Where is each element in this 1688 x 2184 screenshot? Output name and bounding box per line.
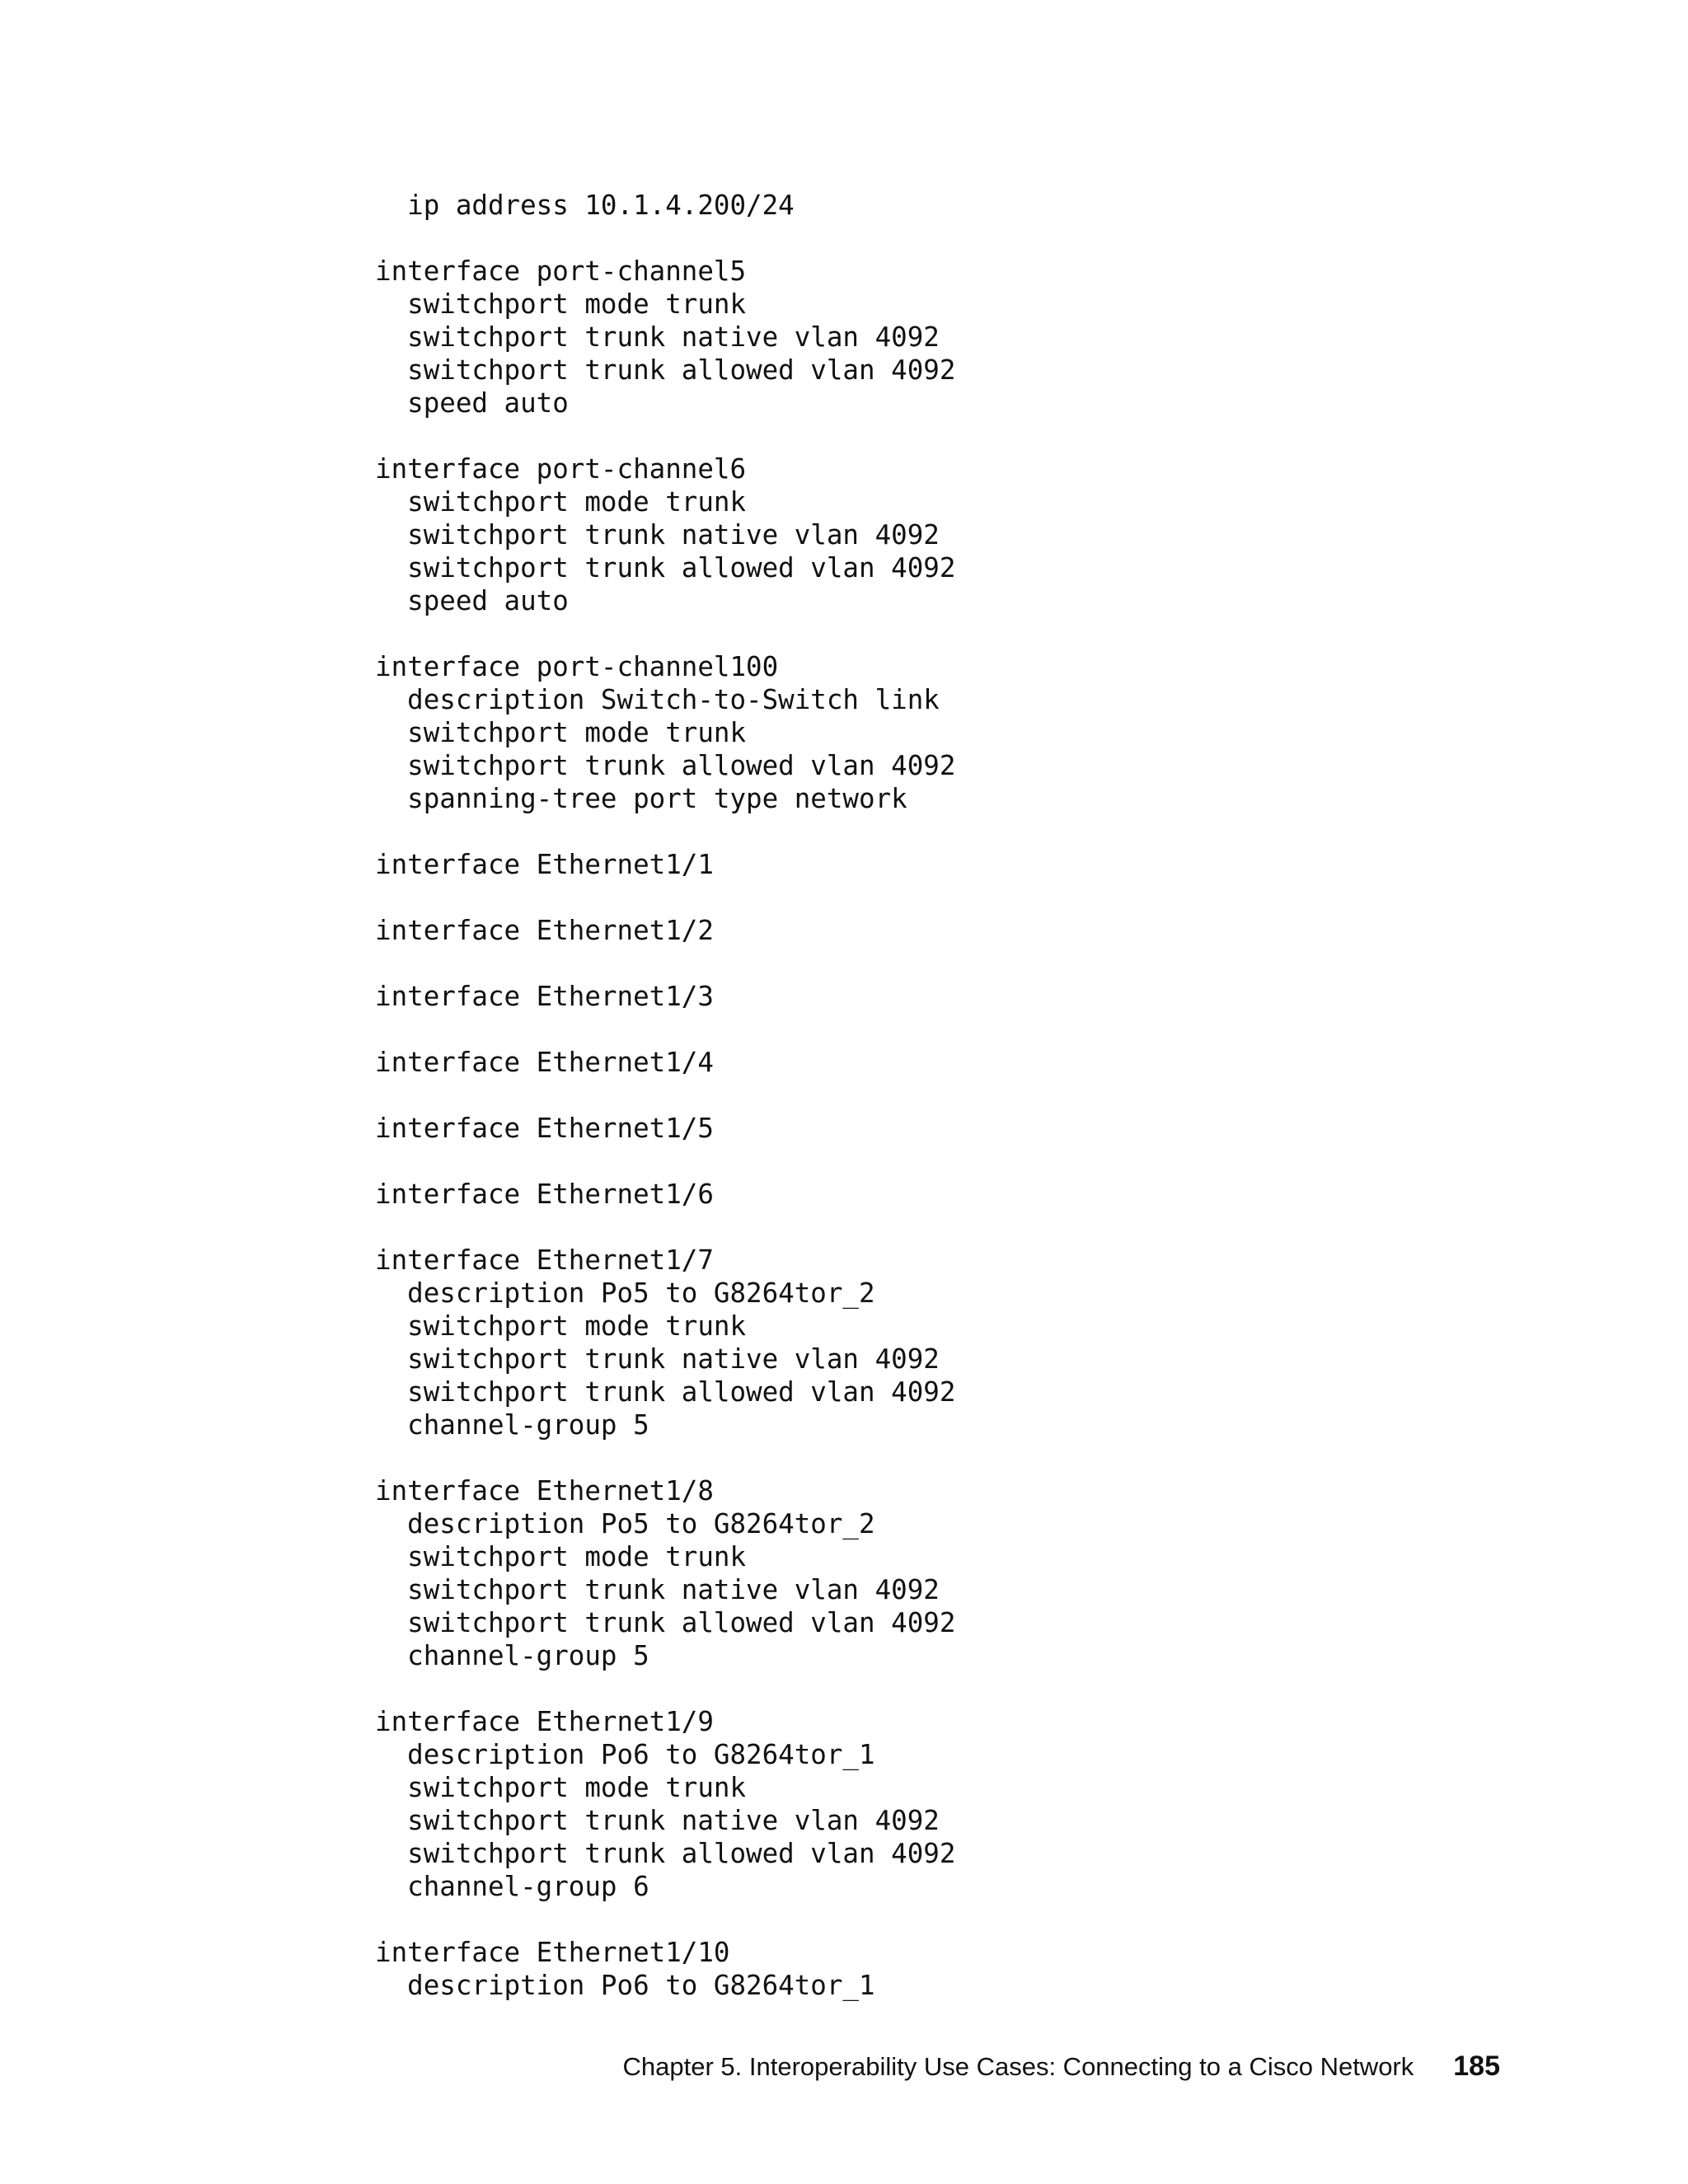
code-line: interface Ethernet1/10: [375, 1937, 730, 1968]
code-line: [375, 1903, 955, 1936]
code-line: speed auto: [375, 387, 569, 419]
code-line: interface Ethernet1/5: [375, 1113, 714, 1144]
code-line: interface port-channel5: [375, 255, 747, 287]
code-line: ip address 10.1.4.200/24: [375, 190, 795, 221]
code-line: speed auto: [375, 585, 569, 616]
code-line: switchport trunk native vlan 4092: [375, 519, 940, 551]
code-line: [375, 419, 955, 452]
code-line: switchport trunk allowed vlan 4092: [375, 354, 956, 386]
code-line: switchport trunk allowed vlan 4092: [375, 1607, 956, 1638]
code-line: [375, 1672, 955, 1705]
code-line: interface Ethernet1/1: [375, 849, 714, 880]
code-line: switchport mode trunk: [375, 717, 747, 748]
code-line: description Switch-to-Switch link: [375, 684, 940, 715]
code-line: [375, 1211, 955, 1244]
code-line: [375, 947, 955, 980]
code-line: switchport trunk allowed vlan 4092: [375, 552, 956, 583]
code-line: switchport mode trunk: [375, 486, 747, 518]
code-line: switchport trunk native vlan 4092: [375, 1805, 940, 1836]
code-line: switchport trunk native vlan 4092: [375, 1574, 940, 1605]
code-line: interface Ethernet1/6: [375, 1179, 714, 1210]
code-line: interface Ethernet1/3: [375, 981, 714, 1012]
code-line: switchport mode trunk: [375, 288, 747, 320]
code-line: switchport mode trunk: [375, 1310, 747, 1342]
code-line: interface port-channel6: [375, 453, 747, 485]
code-line: description Po6 to G8264tor_1: [375, 1970, 875, 2001]
code-line: [375, 1441, 955, 1474]
code-line: switchport trunk native vlan 4092: [375, 321, 940, 353]
code-line: [375, 1145, 955, 1178]
page-footer: [623, 2050, 1500, 2083]
code-line: description Po6 to G8264tor_1: [375, 1739, 875, 1770]
code-line: interface Ethernet1/9: [375, 1706, 714, 1737]
code-line: interface port-channel100: [375, 651, 779, 682]
code-line: channel-group 5: [375, 1640, 649, 1671]
code-line: [375, 815, 955, 848]
code-line: switchport trunk allowed vlan 4092: [375, 1838, 956, 1869]
code-line: interface Ethernet1/2: [375, 915, 714, 946]
code-line: [375, 1013, 955, 1046]
code-line: spanning-tree port type network: [375, 783, 907, 814]
code-line: channel-group 5: [375, 1409, 649, 1441]
code-line: [375, 1079, 955, 1112]
code-line: switchport mode trunk: [375, 1541, 747, 1572]
code-line: switchport mode trunk: [375, 1772, 747, 1803]
code-line: description Po5 to G8264tor_2: [375, 1508, 875, 1540]
code-line: interface Ethernet1/8: [375, 1475, 714, 1507]
code-line: description Po5 to G8264tor_2: [375, 1277, 875, 1309]
code-line: [375, 617, 955, 650]
chapter-title: Chapter 5. Interoperability Use Cases: Connecting to a Cisco Network: [622, 2052, 1414, 2081]
code-line: [375, 222, 955, 255]
code-line: interface Ethernet1/4: [375, 1047, 714, 1078]
code-line: channel-group 6: [375, 1871, 649, 1902]
code-listing: [375, 189, 955, 2002]
code-line: switchport trunk allowed vlan 4092: [375, 750, 956, 781]
code-line: [375, 881, 955, 914]
code-line: switchport trunk native vlan 4092: [375, 1343, 940, 1375]
code-line: switchport trunk allowed vlan 4092: [375, 1376, 956, 1408]
page-number: 185: [1453, 2050, 1500, 2082]
code-line: interface Ethernet1/7: [375, 1244, 714, 1276]
